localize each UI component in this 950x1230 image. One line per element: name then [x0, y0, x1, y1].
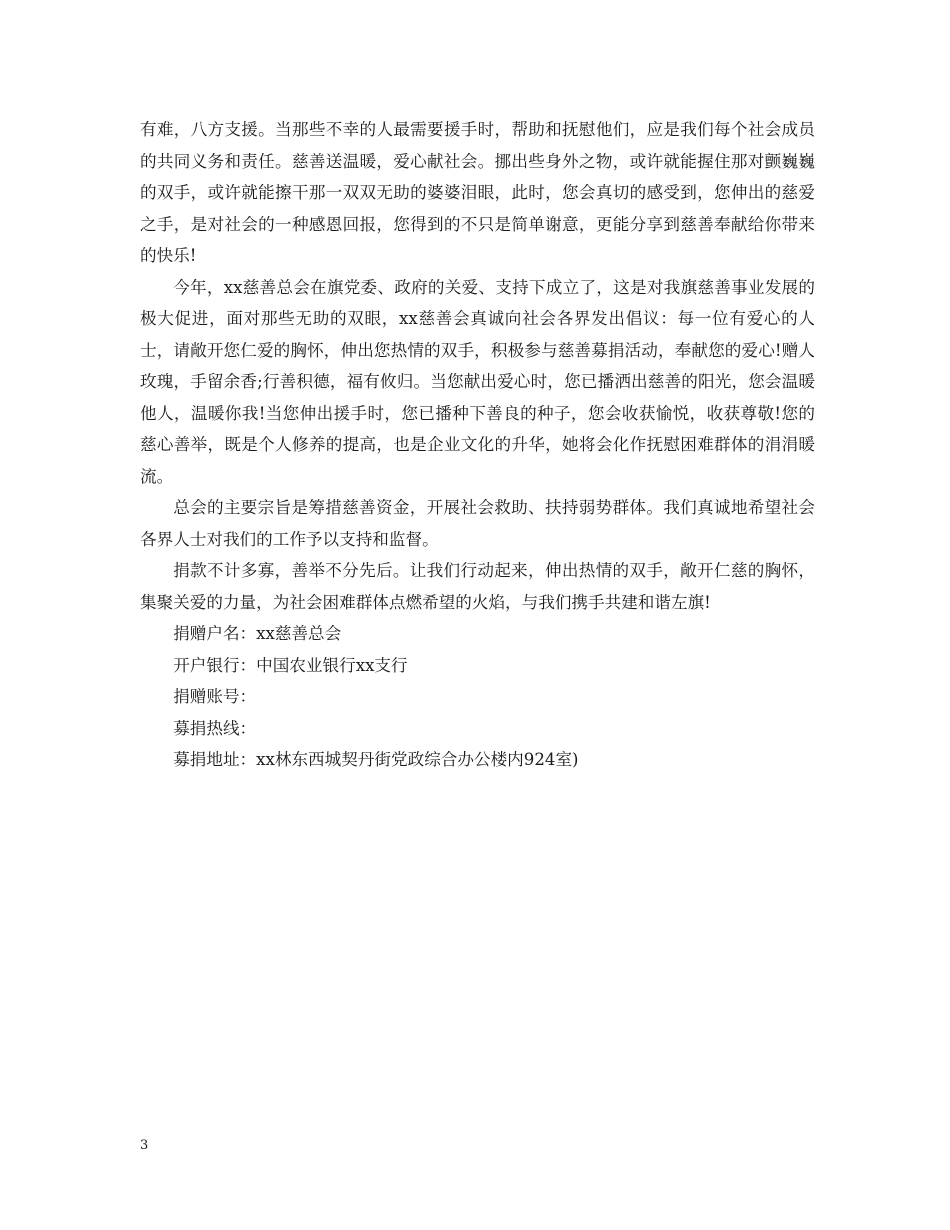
paragraph-continuation: 有难，八方支援。当那些不幸的人最需要援手时，帮助和抚慰他们，应是我们每个社会成员的共同义务和责任。慈善送温暖，爱心献社会。挪出些身外之物，或许就能握住那对颤巍巍的双手，或许就能擦干那一双双无助的婆婆泪眼，此时，您会真切的感受到，您伸出的慈爱之手，是对社会的一种感恩回报，您得到的不只是简单谢意，更能分享到慈善奉献给你带来的快乐! [140, 120, 815, 265]
page-number: 3 [140, 1138, 149, 1153]
donation-account-number: 捐赠账号： [173, 687, 257, 706]
donation-hotline: 募捐热线： [173, 718, 257, 738]
donation-info [140, 618, 815, 776]
donation-bank: 开户银行：中国农业银行xx支行 [173, 655, 408, 675]
document-body [140, 114, 815, 776]
paragraph-mission: 总会的主要宗旨是筹措慈善资金，开展社会救助、扶持弱势群体。我们真诚地希望社会各界人士对我们的工作予以支持和监督。 [140, 498, 815, 549]
donation-account-name: 捐赠户名：xx慈善总会 [173, 624, 342, 643]
paragraph-founding-appeal: 今年，xx慈善总会在旗党委、政府的关爱、支持下成立了，这是对我旗慈善事业发展的极大促进，面对那些无助的双眼，xx慈善会真诚向社会各界发出倡议：每一位有爱心的人士，请敞开您仁爱的胸怀，伸出您热情的双手，积极参与慈善募捐活动，奉献您的爱心!赠人玫瑰，手留余香;行善积德，福有攸归。当您献出爱心时，您已播洒出慈善的阳光，您会温暖他人，温暖你我!当您伸出援手时，您已播种下善良的种子，您会收获愉悦，收获尊敬!您的慈心善举，既是个人修养的提高，也是企业文化的升华，她将会化作抚慰困难群体的涓涓暖流。 [140, 277, 815, 486]
donation-address: 募捐地址：xx林东西城契丹街党政综合办公楼内924室) [173, 750, 579, 769]
paragraph-call-to-action: 捐款不计多寡，善举不分先后。让我们行动起来，伸出热情的双手，敞开仁慈的胸怀，集聚关爱的力量，为社会困难群体点燃希望的火焰，与我们携手共建和谐左旗! [140, 561, 815, 612]
